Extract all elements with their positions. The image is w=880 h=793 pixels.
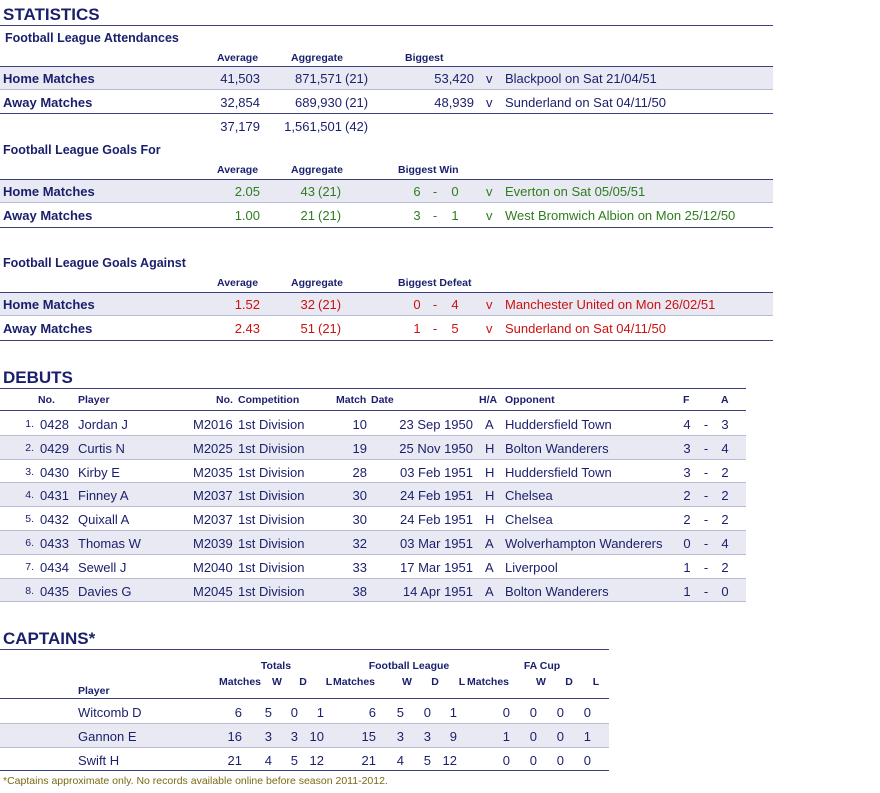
debut-idx: 3. <box>25 465 34 478</box>
debut-a: 2 <box>721 559 729 575</box>
debuts-col-match: Match <box>336 394 367 406</box>
captain-fl-matches: 21 <box>361 752 376 768</box>
debut-opponent: Chelsea <box>505 488 553 504</box>
captain-player: Swift H <box>78 752 120 768</box>
captain-fl-l: 12 <box>442 752 457 768</box>
att-total-aggregate: 1,561,501 <box>284 119 342 134</box>
captain-t-l: 1 <box>316 705 324 720</box>
ga-away-games: (21) <box>318 321 342 336</box>
captain-fl-matches: 15 <box>361 728 376 744</box>
ga-away-aggregate: 51 <box>300 321 315 336</box>
captains-col-w-fl: W <box>402 676 412 688</box>
att-home-games: (21) <box>345 71 369 86</box>
ga-home-dash: - <box>432 297 438 312</box>
captain-fl-matches: 6 <box>368 705 376 720</box>
att-away-games: (21) <box>345 95 369 110</box>
debut-f: 3 <box>683 440 691 456</box>
att-home-v: v <box>486 71 493 86</box>
att-home-average: 41,503 <box>220 71 260 86</box>
debut-match-no: M2037 <box>193 488 233 504</box>
att-home-aggregate: 871,571 <box>295 71 342 86</box>
debuts-col-mno: No. <box>216 394 233 406</box>
debut-competition: 1st Division <box>238 536 305 551</box>
att-away-v: v <box>486 95 493 110</box>
captain-player: Witcomb D <box>78 705 142 720</box>
debut-match-no: M2016 <box>193 417 233 432</box>
debut-match-no: M2037 <box>193 512 233 528</box>
debut-opponent: Huddersfield Town <box>505 464 612 480</box>
att-home-row <box>0 67 773 89</box>
debut-no: 0430 <box>40 464 69 480</box>
debut-match-no: M2039 <box>193 536 233 551</box>
debut-match-no: M2035 <box>193 464 233 480</box>
captain-fa-l: 1 <box>583 728 591 744</box>
debut-match: 33 <box>352 559 367 575</box>
debuts-title: DEBUTS <box>3 368 73 387</box>
captains-col-d-fa: D <box>565 676 573 688</box>
ga-away-average: 2.43 <box>234 321 260 336</box>
captain-t-l: 12 <box>309 752 324 768</box>
captain-t-w: 4 <box>264 752 272 768</box>
gf-home-opponent: Everton on Sat 05/05/51 <box>505 184 646 199</box>
captains-col-l-t: L <box>325 676 333 688</box>
gf-home-average: 2.05 <box>234 184 260 199</box>
debut-opponent: Bolton Wanderers <box>505 440 609 456</box>
captain-fl-w: 5 <box>396 705 404 720</box>
captain-fa-d: 0 <box>556 752 564 768</box>
ga-home-v: v <box>486 297 493 312</box>
debut-f: 0 <box>683 536 691 551</box>
debut-a: 0 <box>721 583 729 599</box>
debut-match: 30 <box>352 488 367 504</box>
debut-competition: 1st Division <box>238 488 305 504</box>
captain-t-w: 3 <box>264 728 272 744</box>
debut-ha: A <box>485 417 494 432</box>
goals-against-title: Football League Goals Against <box>3 256 186 270</box>
debut-f: 2 <box>683 512 691 528</box>
captain-fa-w: 0 <box>529 728 537 744</box>
debut-date: 24 Feb 1951 <box>399 512 473 528</box>
ga-home-average: 1.52 <box>234 297 260 312</box>
debut-no: 0433 <box>40 536 69 551</box>
captain-t-d: 3 <box>290 728 298 744</box>
debut-no: 0434 <box>40 559 69 575</box>
debut-match: 10 <box>352 417 367 432</box>
captains-group-league: Football League <box>368 660 450 672</box>
debut-player: Thomas W <box>78 536 141 551</box>
debuts-col-f: F <box>683 394 690 406</box>
debut-opponent: Chelsea <box>505 512 553 528</box>
captain-player: Gannon E <box>78 728 137 744</box>
debuts-col-no: No. <box>38 394 55 406</box>
captains-col-w-fa: W <box>536 676 546 688</box>
debut-match: 32 <box>352 536 367 551</box>
debut-no: 0431 <box>40 488 69 504</box>
debut-a: 4 <box>721 536 729 551</box>
att-away-average: 32,854 <box>220 95 260 110</box>
gf-home-a: 0 <box>451 184 459 199</box>
debut-opponent: Bolton Wanderers <box>505 583 609 599</box>
debuts-col-player: Player <box>78 394 110 406</box>
captains-title: CAPTAINS* <box>3 629 96 648</box>
captain-t-l: 10 <box>309 728 324 744</box>
captains-col-d-t: D <box>299 676 307 688</box>
debut-match: 28 <box>352 464 367 480</box>
debut-idx: 1. <box>25 418 34 430</box>
debut-no: 0432 <box>40 512 69 528</box>
captain-fl-d: 0 <box>423 705 431 720</box>
debut-no: 0428 <box>40 417 69 432</box>
captains-group-totals: Totals <box>260 660 292 672</box>
gf-home-row <box>0 180 773 202</box>
debut-ha: H <box>485 512 495 528</box>
debut-idx: 8. <box>25 584 34 597</box>
debut-player: Kirby E <box>78 464 120 480</box>
att-total-games: (42) <box>345 119 369 134</box>
captain-fa-d: 0 <box>556 705 564 720</box>
debut-dash: - <box>703 512 709 528</box>
debut-match: 30 <box>352 512 367 528</box>
captain-fa-matches: 0 <box>502 752 510 768</box>
captain-t-d: 0 <box>290 705 298 720</box>
att-home-opponent: Blackpool on Sat 21/04/51 <box>505 71 657 86</box>
debut-player: Curtis N <box>78 440 125 456</box>
debut-row-rule <box>0 554 746 555</box>
debut-a: 3 <box>721 417 729 432</box>
debut-f: 1 <box>683 583 691 599</box>
debut-date: 03 Mar 1951 <box>400 536 473 551</box>
debuts-col-date: Date <box>371 394 394 406</box>
debut-a: 2 <box>721 464 729 480</box>
captain-fl-l: 9 <box>449 728 457 744</box>
debut-dash: - <box>703 464 709 480</box>
debut-match-no: M2040 <box>193 559 233 575</box>
captain-t-d: 5 <box>290 752 298 768</box>
ga-away-opponent: Sunderland on Sat 04/11/50 <box>505 321 666 336</box>
captains-bottom-rule <box>0 770 609 771</box>
captain-fl-d: 5 <box>423 752 431 768</box>
captain-row-rule <box>0 747 609 748</box>
debut-f: 4 <box>683 417 691 432</box>
debut-competition: 1st Division <box>238 464 305 480</box>
gf-away-aggregate: 21 <box>300 208 315 223</box>
debut-a: 4 <box>721 440 729 456</box>
debuts-col-competition: Competition <box>238 394 300 406</box>
debut-ha: H <box>485 488 495 504</box>
ga-away-label: Away Matches <box>3 321 93 336</box>
ga-home-label: Home Matches <box>3 297 95 312</box>
gf-home-f: 6 <box>413 184 421 199</box>
captain-fa-d: 0 <box>556 728 564 744</box>
debut-opponent: Huddersfield Town <box>505 417 612 432</box>
captain-fl-l: 1 <box>449 705 457 720</box>
statistics-rule <box>0 25 773 26</box>
debut-player: Davies G <box>78 583 132 599</box>
statistics-title: STATISTICS <box>3 5 100 24</box>
gf-home-games: (21) <box>318 184 342 199</box>
ga-col-average: Average <box>217 277 259 289</box>
gf-away-a: 1 <box>451 208 459 223</box>
ga-col-aggregate: Aggregate <box>291 277 343 289</box>
debut-ha: A <box>485 559 494 575</box>
captain-fa-w: 0 <box>529 705 537 720</box>
att-col-aggregate: Aggregate <box>291 52 343 64</box>
debut-idx: 6. <box>25 537 34 549</box>
debuts-col-a: A <box>721 394 729 406</box>
captain-t-matches: 6 <box>234 705 242 720</box>
debut-competition: 1st Division <box>238 512 305 528</box>
captains-col-matches-fl: Matches <box>332 676 375 688</box>
debut-opponent: Liverpool <box>505 559 558 575</box>
debut-idx: 2. <box>25 441 34 454</box>
debut-match-no: M2045 <box>193 583 233 599</box>
captain-fa-l: 0 <box>583 705 591 720</box>
debuts-col-opponent: Opponent <box>505 394 555 406</box>
debut-a: 2 <box>721 488 729 504</box>
gf-home-aggregate: 43 <box>300 184 315 199</box>
att-away-aggregate: 689,930 <box>295 95 342 110</box>
captain-fa-l: 0 <box>583 752 591 768</box>
debut-player: Jordan J <box>78 417 128 432</box>
debut-no: 0429 <box>40 440 69 456</box>
debut-date: 24 Feb 1951 <box>399 488 473 504</box>
ga-away-a: 5 <box>451 321 459 336</box>
captain-t-w: 5 <box>264 705 272 720</box>
att-home-label: Home Matches <box>3 71 95 86</box>
gf-away-v: v <box>486 208 493 223</box>
debut-date: 14 Apr 1951 <box>402 583 473 599</box>
captains-col-l-fl: L <box>458 676 466 688</box>
debut-match: 19 <box>352 440 367 456</box>
debut-idx: 5. <box>25 513 34 526</box>
debut-date: 25 Nov 1950 <box>399 440 473 456</box>
debut-row-rule <box>0 601 746 602</box>
att-total-average: 37,179 <box>220 119 260 134</box>
gf-col-aggregate: Aggregate <box>291 164 343 176</box>
att-away-opponent: Sunderland on Sat 04/11/50 <box>505 95 666 110</box>
debut-row-rule <box>0 506 746 507</box>
captain-t-matches: 16 <box>227 728 242 744</box>
att-col-average: Average <box>217 52 259 64</box>
debut-f: 1 <box>683 559 691 575</box>
gf-away-average: 1.00 <box>234 208 260 223</box>
debut-a: 2 <box>721 512 729 528</box>
captain-fa-matches: 0 <box>502 705 510 720</box>
captain-fl-w: 3 <box>396 728 404 744</box>
debut-match: 38 <box>352 583 367 599</box>
debut-ha: H <box>485 440 495 456</box>
captains-col-matches-fa: Matches <box>466 676 509 688</box>
gf-away-opponent: West Bromwich Albion on Mon 25/12/50 <box>505 208 736 223</box>
debut-dash: - <box>703 440 709 456</box>
ga-away-f: 1 <box>413 321 421 336</box>
captains-col-l-fa: L <box>592 676 600 688</box>
debut-dash: - <box>703 417 709 432</box>
debut-date: 03 Feb 1951 <box>399 464 473 480</box>
ga-home-a: 4 <box>451 297 459 312</box>
debut-match-no: M2025 <box>193 440 233 456</box>
captains-col-matches-t: Matches <box>218 676 261 688</box>
gf-home-v: v <box>486 184 493 199</box>
gf-away-dash: - <box>432 208 438 223</box>
ga-col-biggest: Biggest Defeat <box>398 277 472 289</box>
debuts-col-ha: H/A <box>479 394 498 406</box>
ga-home-games: (21) <box>318 297 342 312</box>
gf-home-label: Home Matches <box>3 184 95 199</box>
captains-footnote: *Captains approximate only. No records available online before season 2011-2012. <box>3 775 388 787</box>
ga-away-v: v <box>486 321 493 336</box>
debut-player: Sewell J <box>78 559 127 575</box>
debut-opponent: Wolverhampton Wanderers <box>505 536 663 551</box>
debut-competition: 1st Division <box>238 417 305 432</box>
debut-competition: 1st Division <box>238 559 305 575</box>
captains-col-w-t: W <box>272 676 282 688</box>
debut-f: 2 <box>683 488 691 504</box>
goals-for-title: Football League Goals For <box>3 143 161 157</box>
debut-player: Finney A <box>78 488 129 504</box>
captain-fl-w: 4 <box>396 752 404 768</box>
debut-player: Quixall A <box>78 512 130 528</box>
gf-home-dash: - <box>432 184 438 199</box>
ga-away-dash: - <box>432 321 438 336</box>
captain-fa-matches: 1 <box>502 728 510 744</box>
ga-home-aggregate: 32 <box>300 297 315 312</box>
debut-dash: - <box>703 488 709 504</box>
att-away-biggest: 48,939 <box>434 95 474 110</box>
gf-away-label: Away Matches <box>3 208 93 223</box>
gf-col-average: Average <box>217 164 259 176</box>
debut-f: 3 <box>683 464 691 480</box>
debut-ha: H <box>485 464 495 480</box>
attendances-title: Football League Attendances <box>5 31 179 45</box>
debut-date: 17 Mar 1951 <box>400 559 473 575</box>
debut-date: 23 Sep 1950 <box>399 417 473 432</box>
debut-no: 0435 <box>40 583 69 599</box>
captains-col-d-fl: D <box>431 676 439 688</box>
gf-col-biggest: Biggest Win <box>398 164 459 176</box>
captains-col-player: Player <box>78 685 110 697</box>
debut-row-rule <box>0 459 746 460</box>
debut-dash: - <box>703 536 709 551</box>
captain-t-matches: 21 <box>227 752 242 768</box>
att-away-label: Away Matches <box>3 95 93 110</box>
att-col-biggest: Biggest <box>405 52 444 64</box>
debut-idx: 4. <box>25 489 34 502</box>
debut-idx: 7. <box>25 560 34 573</box>
debut-dash: - <box>703 583 709 599</box>
att-home-biggest: 53,420 <box>434 71 474 86</box>
gf-away-games: (21) <box>318 208 342 223</box>
gf-away-f: 3 <box>413 208 421 223</box>
debut-competition: 1st Division <box>238 583 305 599</box>
captain-fa-w: 0 <box>529 752 537 768</box>
debut-dash: - <box>703 559 709 575</box>
debut-ha: A <box>485 536 494 551</box>
captains-group-facup: FA Cup <box>523 660 561 672</box>
ga-home-f: 0 <box>413 297 421 312</box>
debut-competition: 1st Division <box>238 440 305 456</box>
captain-fl-d: 3 <box>423 728 431 744</box>
ga-home-opponent: Manchester United on Mon 26/02/51 <box>505 297 716 312</box>
debut-ha: A <box>485 583 494 599</box>
